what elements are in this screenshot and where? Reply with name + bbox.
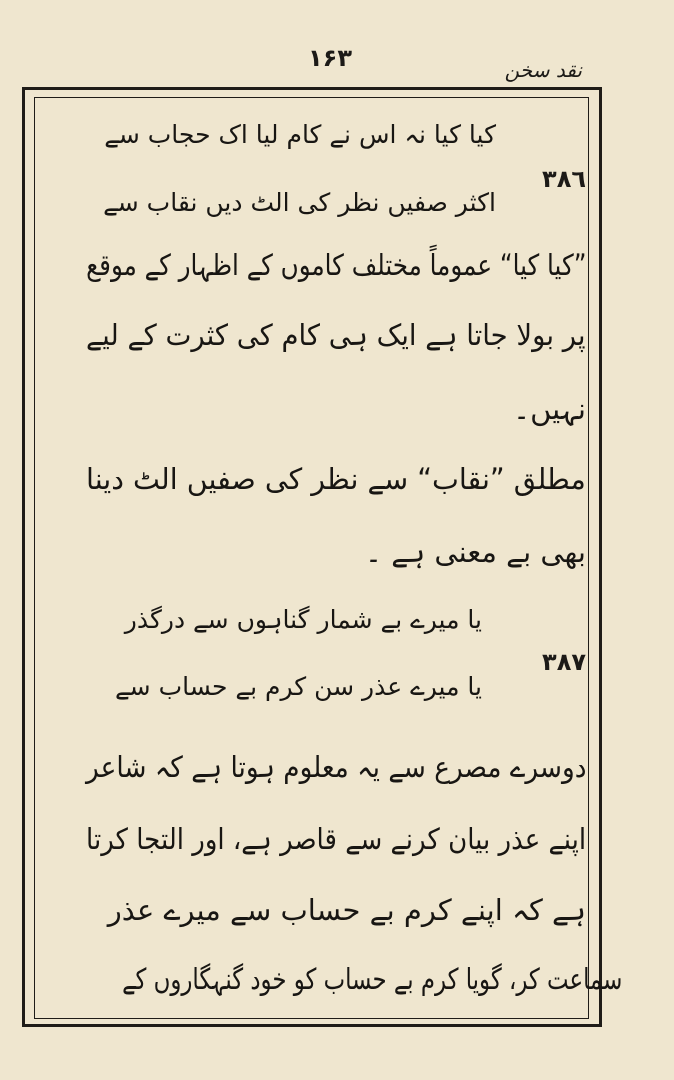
commentary-line: سماعت کر، گویا کرم بے حساب کو خود گنہگاروں کے [121,962,622,996]
running-header-title: نقد سخن [504,58,582,82]
page-number: ۱۶۳ [308,44,352,72]
verse-line: اکثر صفیں نظر کی الٹ دیں نقاب سے [103,188,496,217]
entry-number-387: ۳۸۷ [542,648,586,676]
commentary-line: اپنے عذر بیان کرنے سے قاصر ہے، اور التجا کرتا [85,822,586,856]
commentary-line: مطلق ”نقاب“ سے نظر کی صفیں الٹ دینا [86,462,586,496]
commentary-line: ہے کہ اپنے کرم بے حساب سے میرے عذر [107,893,586,927]
commentary-line: ”کیا کیا“ عموماً مختلف کاموں کے اظہار کے موقع [85,248,586,282]
commentary-line: نہیں۔ [513,392,586,426]
verse-line: کیا کیا نہ اس نے کام لیا اک حجاب سے [104,120,496,149]
commentary-line: پر بولا جاتا ہے ایک ہی کام کی کثرت کے لیے [86,318,586,352]
verse-line: یا میرے عذر سن کرم بے حساب سے [115,672,482,701]
commentary-line: بھی بے معنی ہے ۔ [365,535,586,569]
entry-number-386: ۳۸٦ [542,165,586,193]
verse-line: یا میرے بے شمار گناہوں سے درگذر [124,605,482,634]
commentary-line: دوسرے مصرع سے یہ معلوم ہوتا ہے کہ شاعر [85,750,586,784]
